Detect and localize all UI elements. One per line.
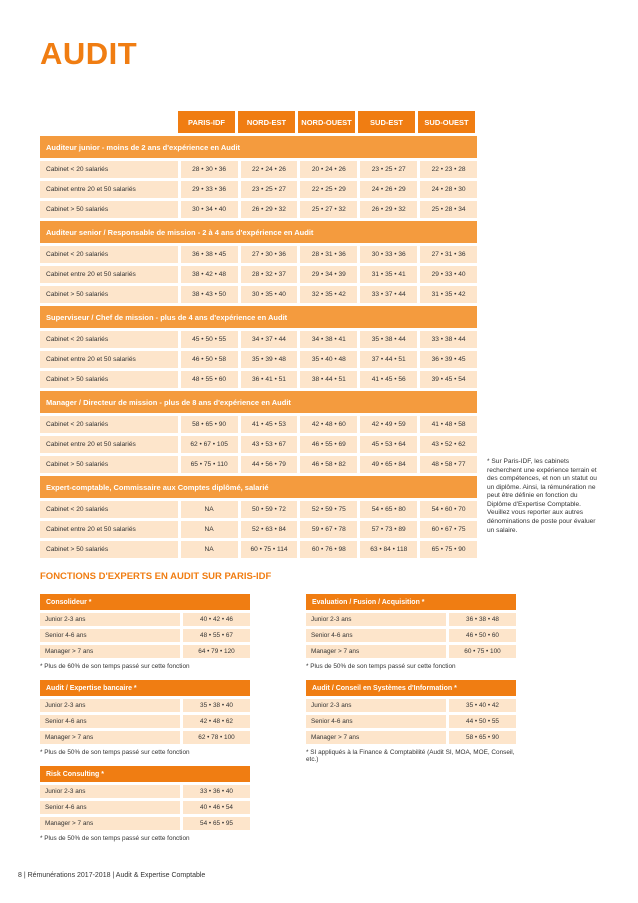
salary-cell: 48 • 58 • 77 xyxy=(420,456,477,473)
salary-cell: 30 • 34 • 40 xyxy=(181,201,238,218)
region-header: SUD-OUEST xyxy=(418,111,475,133)
table-row xyxy=(306,613,516,626)
salary-cell: 60 • 67 • 75 xyxy=(420,521,477,538)
footnote: * Plus de 50% de son temps passé sur cette fonction xyxy=(306,663,456,670)
salary-cell: 29 • 33 • 40 xyxy=(420,266,477,283)
table-row xyxy=(40,331,477,348)
row-label: Cabinet < 20 salariés xyxy=(46,336,109,343)
header-spacer xyxy=(40,111,175,133)
expert-table-audit-bancaire xyxy=(40,680,250,756)
table-row xyxy=(40,613,250,626)
table-row xyxy=(306,715,516,728)
region-header: PARIS-IDF xyxy=(178,111,235,133)
row-label: Manager > 7 ans xyxy=(45,648,94,655)
salary-cell: 27 • 31 • 36 xyxy=(420,246,477,263)
salary-cell: 54 • 60 • 70 xyxy=(420,501,477,518)
table-row xyxy=(40,715,250,728)
table-row xyxy=(40,501,477,518)
salary-cell: 45 • 53 • 64 xyxy=(360,436,417,453)
salary-cell: 41 • 45 • 53 xyxy=(241,416,298,433)
salary-cell: 58 • 65 • 90 xyxy=(446,731,516,744)
row-label: Cabinet entre 20 et 50 salariés xyxy=(46,356,136,363)
row-label: Junior 2-3 ans xyxy=(45,702,86,709)
table-row xyxy=(306,645,516,658)
salary-cell: 33 • 38 • 44 xyxy=(420,331,477,348)
salary-cell: NA xyxy=(181,501,238,518)
salary-cell: 45 • 50 • 55 xyxy=(181,331,238,348)
experts-section-title: FONCTIONS D'EXPERTS EN AUDIT SUR PARIS-IDF xyxy=(40,571,272,582)
salary-cell: 57 • 73 • 89 xyxy=(360,521,417,538)
table-row xyxy=(40,817,250,830)
salary-cell: 22 • 24 • 26 xyxy=(241,161,298,178)
table-row xyxy=(40,246,477,263)
salary-cell: 20 • 24 • 26 xyxy=(300,161,357,178)
row-label: Cabinet < 20 salariés xyxy=(46,251,109,258)
salary-cell: 42 • 48 • 62 xyxy=(180,715,250,728)
salary-cell: 22 • 25 • 29 xyxy=(300,181,357,198)
salary-cell: 38 • 42 • 48 xyxy=(181,266,238,283)
row-label: Senior 4-6 ans xyxy=(311,632,353,639)
salary-cell: 36 • 38 • 45 xyxy=(181,246,238,263)
row-label: Cabinet > 50 salariés xyxy=(46,461,109,468)
salary-cell: 63 • 84 • 118 xyxy=(360,541,417,558)
table-sections xyxy=(40,136,477,558)
table-row xyxy=(306,629,516,642)
salary-cell: 52 • 63 • 84 xyxy=(241,521,298,538)
table-row xyxy=(40,699,250,712)
row-label: Cabinet entre 20 et 50 salariés xyxy=(46,271,136,278)
salary-cell: 65 • 75 • 90 xyxy=(420,541,477,558)
row-label: Cabinet entre 20 et 50 salariés xyxy=(46,441,136,448)
table-row xyxy=(306,699,516,712)
table-row xyxy=(40,456,477,473)
salary-cell: 34 • 37 • 44 xyxy=(241,331,298,348)
footnote: * Plus de 50% de son temps passé sur cette fonction xyxy=(40,835,190,842)
section-title: Auditeur senior / Responsable de mission - 2 à 4 ans d'expérience en Audit xyxy=(40,221,477,243)
salary-cell: 38 • 44 • 51 xyxy=(300,371,357,388)
salary-cell: 60 • 76 • 98 xyxy=(300,541,357,558)
table-row xyxy=(40,416,477,433)
table-row xyxy=(40,371,477,388)
salary-cell: 28 • 32 • 37 xyxy=(241,266,298,283)
table-row xyxy=(40,645,250,658)
salary-cell: 24 • 26 • 29 xyxy=(360,181,417,198)
salary-cell: 60 • 75 • 114 xyxy=(241,541,298,558)
table-row xyxy=(306,731,516,744)
salary-cell: 48 • 55 • 67 xyxy=(180,629,250,642)
row-label: Manager > 7 ans xyxy=(45,820,94,827)
row-label: Cabinet entre 20 et 50 salariés xyxy=(46,526,136,533)
salary-cell: 25 • 28 • 34 xyxy=(420,201,477,218)
salary-cell: 44 • 56 • 79 xyxy=(241,456,298,473)
salary-cell: 46 • 55 • 69 xyxy=(300,436,357,453)
expert-table-title: Consolideur * xyxy=(40,594,250,610)
salary-cell: 30 • 33 • 36 xyxy=(360,246,417,263)
row-label: Senior 4-6 ans xyxy=(45,804,87,811)
table-row xyxy=(40,161,477,178)
expert-table-title: Audit / Conseil en Systèmes d'Information * xyxy=(306,680,516,696)
side-note: * Sur Paris-IDF, les cabinets recherchent une expérience terrain et des compétences, et non un statut ou un diplôme. Ainsi, la rémunération ne peut être définie en fonction du Diplôme d'Expertise Comptable. Veuillez vous reporter aux autres dénominations de poste pour évaluer un salaire. xyxy=(487,458,597,534)
salary-cell: 59 • 67 • 78 xyxy=(300,521,357,538)
salary-cell: 36 • 38 • 48 xyxy=(446,613,516,626)
section-title: Expert-comptable, Commissaire aux Comptes diplômé, salarié xyxy=(40,476,477,498)
table-row xyxy=(40,785,250,798)
row-label: Senior 4-6 ans xyxy=(45,632,87,639)
salary-cell: 46 • 58 • 82 xyxy=(300,456,357,473)
salary-cell: 27 • 30 • 36 xyxy=(241,246,298,263)
salary-cell: 32 • 35 • 42 xyxy=(300,286,357,303)
row-label: Junior 2-3 ans xyxy=(45,616,86,623)
expert-table-consolideur xyxy=(40,594,250,670)
row-label: Cabinet < 20 salariés xyxy=(46,506,109,513)
salary-cell: 40 • 46 • 54 xyxy=(180,801,250,814)
row-label: Manager > 7 ans xyxy=(311,648,360,655)
table-row xyxy=(40,521,477,538)
salary-cell: 35 • 38 • 40 xyxy=(180,699,250,712)
salary-cell: 28 • 30 • 36 xyxy=(181,161,238,178)
row-label: Cabinet < 20 salariés xyxy=(46,166,109,173)
section-title: Superviseur / Chef de mission - plus de 4 ans d'expérience en Audit xyxy=(40,306,477,328)
row-label: Manager > 7 ans xyxy=(311,734,360,741)
table-row xyxy=(40,286,477,303)
footnote: * Plus de 60% de son temps passé sur cette fonction xyxy=(40,663,190,670)
expert-table-title: Audit / Expertise bancaire * xyxy=(40,680,250,696)
salary-cell: 35 • 39 • 48 xyxy=(241,351,298,368)
expert-table-title: Evaluation / Fusion / Acquisition * xyxy=(306,594,516,610)
row-label: Junior 2-3 ans xyxy=(311,702,352,709)
salary-cell: 38 • 43 • 50 xyxy=(181,286,238,303)
row-label: Manager > 7 ans xyxy=(45,734,94,741)
table-row xyxy=(40,181,477,198)
salary-cell: 40 • 42 • 46 xyxy=(180,613,250,626)
salary-cell: 29 • 33 • 36 xyxy=(181,181,238,198)
salary-cell: 52 • 59 • 75 xyxy=(300,501,357,518)
table-row xyxy=(40,731,250,744)
section-title: Auditeur junior - moins de 2 ans d'expérience en Audit xyxy=(40,136,477,158)
salary-cell: 60 • 75 • 100 xyxy=(446,645,516,658)
salary-cell: 62 • 67 • 105 xyxy=(181,436,238,453)
salary-cell: 37 • 44 • 51 xyxy=(360,351,417,368)
salary-cell: 31 • 35 • 41 xyxy=(360,266,417,283)
expert-table-evaluation xyxy=(306,594,516,670)
row-label: Cabinet < 20 salariés xyxy=(46,421,109,428)
salary-cell: 35 • 40 • 42 xyxy=(446,699,516,712)
salary-cell: 54 • 65 • 95 xyxy=(180,817,250,830)
expert-table-risk-consulting xyxy=(40,766,250,842)
table-row xyxy=(40,436,477,453)
footnote: * SI appliqués à la Finance & Comptabilité (Audit SI, MOA, MOE, Conseil, etc.) xyxy=(306,749,515,763)
salary-cell: 48 • 55 • 60 xyxy=(181,371,238,388)
table-row xyxy=(40,629,250,642)
salary-cell: 28 • 31 • 36 xyxy=(300,246,357,263)
salary-cell: 26 • 29 • 32 xyxy=(241,201,298,218)
expert-table-audit-si xyxy=(306,680,516,763)
region-header-row xyxy=(40,111,477,133)
salary-cell: 25 • 27 • 32 xyxy=(300,201,357,218)
salary-cell: 42 • 49 • 59 xyxy=(360,416,417,433)
salary-cell: 34 • 38 • 41 xyxy=(300,331,357,348)
region-header: NORD-OUEST xyxy=(298,111,355,133)
salary-cell: 24 • 28 • 30 xyxy=(420,181,477,198)
row-label: Senior 4-6 ans xyxy=(45,718,87,725)
table-row xyxy=(40,351,477,368)
salary-cell: 49 • 65 • 84 xyxy=(360,456,417,473)
salary-cell: 23 • 25 • 27 xyxy=(241,181,298,198)
region-header: SUD-EST xyxy=(358,111,415,133)
salary-cell: 31 • 35 • 42 xyxy=(420,286,477,303)
salary-cell: 42 • 48 • 60 xyxy=(300,416,357,433)
row-label: Cabinet > 50 salariés xyxy=(46,291,109,298)
section-title: Manager / Directeur de mission - plus de 8 ans d'expérience en Audit xyxy=(40,391,477,413)
salary-cell: 43 • 53 • 67 xyxy=(241,436,298,453)
row-label: Junior 2-3 ans xyxy=(311,616,352,623)
salary-cell: NA xyxy=(181,521,238,538)
salary-cell: 35 • 40 • 48 xyxy=(300,351,357,368)
page-footer: 8 | Rémunérations 2017-2018 | Audit & Expertise Comptable xyxy=(18,872,206,879)
row-label: Senior 4-6 ans xyxy=(311,718,353,725)
salary-cell: 50 • 59 • 72 xyxy=(241,501,298,518)
salary-cell: 65 • 75 • 110 xyxy=(181,456,238,473)
salary-cell: 64 • 79 • 120 xyxy=(180,645,250,658)
page-title: AUDIT xyxy=(40,36,138,71)
row-label: Cabinet entre 20 et 50 salariés xyxy=(46,186,136,193)
salary-cell: 22 • 23 • 28 xyxy=(420,161,477,178)
salary-cell: 23 • 25 • 27 xyxy=(360,161,417,178)
table-row xyxy=(40,201,477,218)
salary-cell: 36 • 39 • 45 xyxy=(420,351,477,368)
salary-cell: 58 • 65 • 90 xyxy=(181,416,238,433)
table-row xyxy=(40,266,477,283)
expert-table-title: Risk Consulting * xyxy=(40,766,250,782)
salary-cell: 46 • 50 • 58 xyxy=(181,351,238,368)
salary-cell: 41 • 48 • 58 xyxy=(420,416,477,433)
salary-cell: NA xyxy=(181,541,238,558)
salary-cell: 62 • 78 • 100 xyxy=(180,731,250,744)
row-label: Junior 2-3 ans xyxy=(45,788,86,795)
row-label: Cabinet > 50 salariés xyxy=(46,206,109,213)
row-label: Cabinet > 50 salariés xyxy=(46,546,109,553)
salary-cell: 54 • 65 • 80 xyxy=(360,501,417,518)
salary-table xyxy=(40,111,477,561)
salary-cell: 41 • 45 • 56 xyxy=(360,371,417,388)
salary-cell: 33 • 36 • 40 xyxy=(180,785,250,798)
salary-cell: 30 • 35 • 40 xyxy=(241,286,298,303)
region-header: NORD-EST xyxy=(238,111,295,133)
salary-cell: 39 • 45 • 54 xyxy=(420,371,477,388)
table-row xyxy=(40,541,477,558)
salary-cell: 46 • 50 • 60 xyxy=(446,629,516,642)
salary-cell: 33 • 37 • 44 xyxy=(360,286,417,303)
salary-cell: 43 • 52 • 62 xyxy=(420,436,477,453)
footnote: * Plus de 50% de son temps passé sur cette fonction xyxy=(40,749,190,756)
salary-cell: 26 • 29 • 32 xyxy=(360,201,417,218)
row-label: Cabinet > 50 salariés xyxy=(46,376,109,383)
salary-cell: 36 • 41 • 51 xyxy=(241,371,298,388)
salary-cell: 29 • 34 • 39 xyxy=(300,266,357,283)
salary-cell: 44 • 50 • 55 xyxy=(446,715,516,728)
table-row xyxy=(40,801,250,814)
salary-cell: 35 • 38 • 44 xyxy=(360,331,417,348)
